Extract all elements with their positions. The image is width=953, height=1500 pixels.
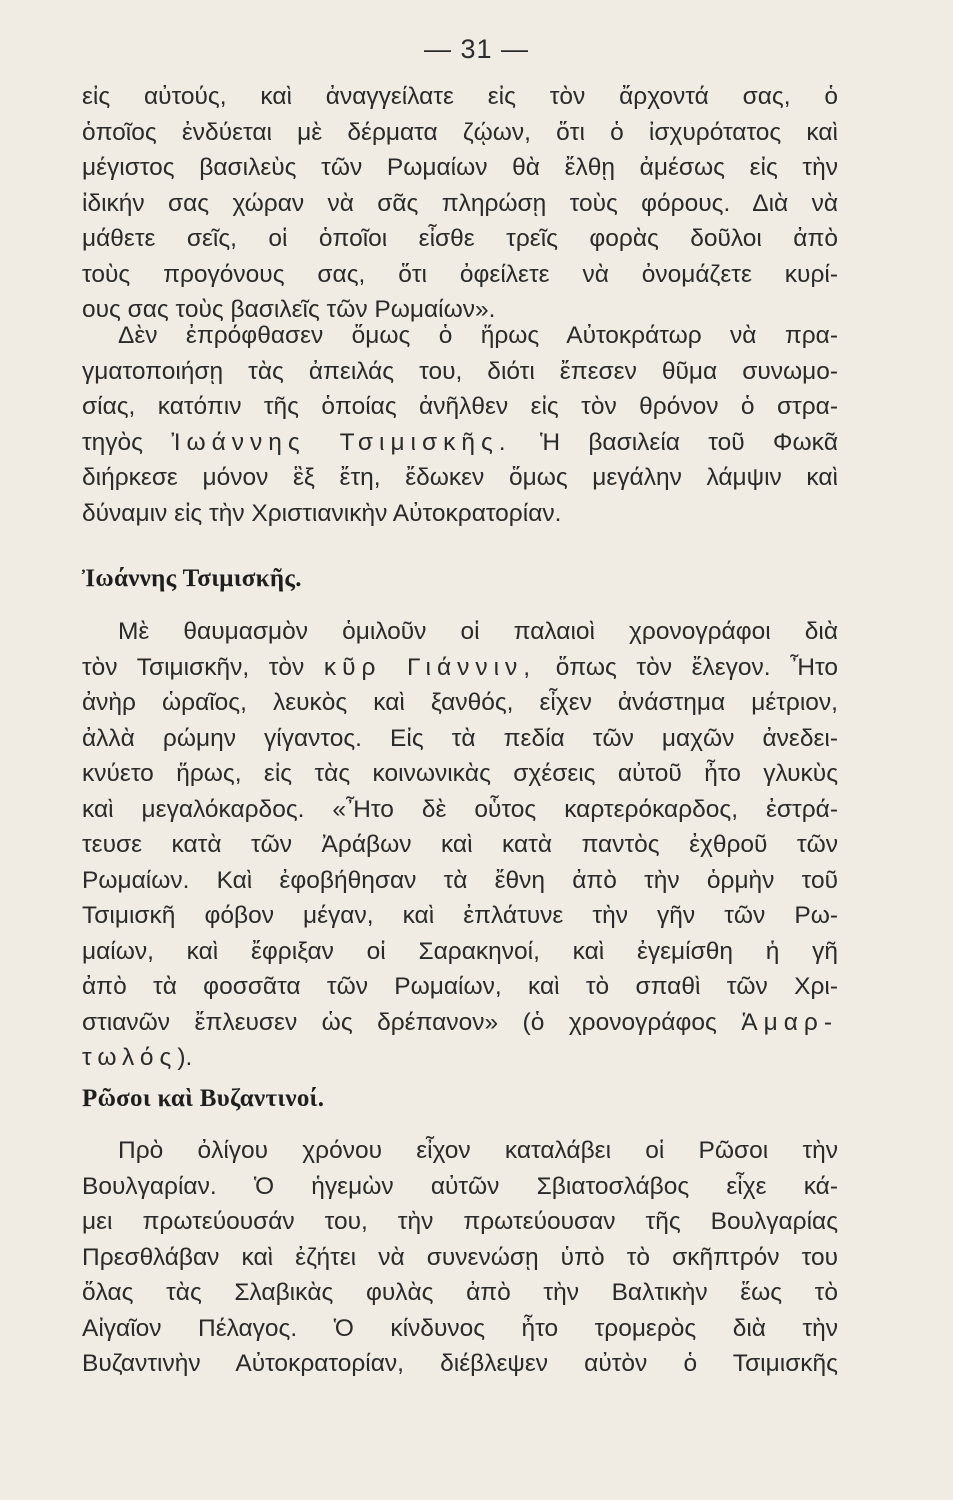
text-line: μέγιστος βασιλεὺς τῶν Ρωμαίων θὰ ἔλθῃ ἀμέσως εἰς τὴν bbox=[82, 154, 838, 181]
text-line: Δὲν ἐπρόφθασεν ὅμως ὁ ἥρως Αὐτοκράτωρ νὰ πρα- bbox=[118, 322, 838, 349]
text-line: δύναμιν εἰς τὴν Χριστιανικὴν Αὐτοκρατορίαν. bbox=[82, 499, 562, 527]
text-line: ἀνὴρ ὡραῖος, λευκὸς καὶ ξανθός, εἶχεν ἀνάστημα μέτριον, bbox=[82, 689, 838, 716]
spaced-name: κῦρ Γιάννιν, bbox=[323, 653, 537, 681]
section-heading: Ἰωάννης Τσιμισκῆς. bbox=[82, 565, 302, 592]
text-fragment: Ἡ βασιλεία τοῦ Φωκᾶ bbox=[539, 428, 838, 456]
text-line: τευσε κατὰ τῶν Ἀράβων καὶ κατὰ παντὸς ἐχθροῦ τῶν bbox=[82, 831, 838, 858]
text-fragment: τὸν Τσιμισκῆν, τὸν bbox=[82, 653, 305, 681]
text-line: Αἰγαῖον Πέλαγος. Ὁ κίνδυνος ἦτο τρομερὸς διὰ τὴν bbox=[82, 1314, 838, 1342]
text-line: Ρωμαίων. Καὶ ἐφοβήθησαν τὰ ἔθνη ἀπὸ τὴν ὁρμὴν τοῦ bbox=[82, 866, 838, 894]
paragraph-russians bbox=[82, 1133, 838, 1382]
spaced-name: Ἰωάννης Τσιμισκῆς. bbox=[171, 428, 512, 456]
text-line: ὅλας τὰς Σλαβικὰς φυλὰς ἀπὸ τὴν Βαλτικὴν ἕως τὸ bbox=[82, 1279, 838, 1306]
paragraph-tsimiskes bbox=[82, 614, 838, 1076]
text-line bbox=[82, 1040, 838, 1076]
text-line: Πρὸ ὀλίγου χρόνου εἶχον καταλάβει οἱ Ρῶσοι τὴν bbox=[118, 1137, 838, 1164]
paragraph-continuation bbox=[82, 79, 838, 328]
text-line: Πρεσθλάβαν καὶ ἐζήτει νὰ συνενώσῃ ὑπὸ τὸ σκῆπτρόν του bbox=[82, 1243, 838, 1271]
text-line: σίας, κατόπιν τῆς ὁποίας ἀνῆλθεν εἰς τὸν θρόνον ὁ στρα- bbox=[82, 393, 838, 420]
text-line: γματοποιήσῃ τὰς ἀπειλάς του, διότι ἔπεσεν θῦμα συνωμο- bbox=[82, 357, 838, 385]
text-line: Βυζαντινὴν Αὐτοκρατορίαν, διέβλεψεν αὐτὸν ὁ Τσιμισκῆς bbox=[82, 1350, 838, 1377]
spaced-name: Ἁμαρ- bbox=[741, 1008, 838, 1036]
text-line: ἀπὸ τὰ φοσσᾶτα τῶν Ρωμαίων, καὶ τὸ σπαθὶ τῶν Χρι- bbox=[82, 973, 838, 1000]
text-line: ους σας τοὺς βασιλεῖς τῶν Ρωμαίων». bbox=[82, 296, 496, 323]
text-line: διήρκεσε μόνον ἓξ ἔτη, ἔδωκεν ὅμως μεγάλην λάμψιν καὶ bbox=[82, 464, 838, 491]
text-line: μάθετε σεῖς, οἱ ὁποῖοι εἶσθε τρεῖς φορὰς δοῦλοι ἀπὸ bbox=[82, 225, 838, 252]
paragraph-phokas bbox=[82, 318, 838, 531]
text-line: ἰδικήν σας χώραν νὰ σᾶς πληρώσῃ τοὺς φόρους. Διὰ νὰ bbox=[82, 189, 838, 217]
text-line bbox=[82, 650, 838, 686]
page-number: — 31 — bbox=[423, 34, 530, 64]
text-line: Βουλγαρίαν. Ὁ ἡγεμὼν αὐτῶν Σβιατοσλάβος εἶχε κά- bbox=[82, 1172, 838, 1200]
text-line: μαίων, καὶ ἔφριξαν οἱ Σαρακηνοί, καὶ ἐγεμίσθη ἡ γῆ bbox=[82, 937, 838, 965]
text-line: τοὺς προγόνους σας, ὅτι ὀφείλετε νὰ ὀνομάζετε κυρί- bbox=[82, 260, 838, 288]
text-line: ἀλλὰ ρώμην γίγαντος. Εἰς τὰ πεδία τῶν μαχῶν ἀνεδει- bbox=[82, 724, 838, 752]
text-fragment: ὅπως τὸν ἔλεγον. Ἦτο bbox=[555, 653, 838, 681]
text-line: Τσιμισκῆ φόβον μέγαν, καὶ ἐπλάτυνε τὴν γῆν τῶν Ρω- bbox=[82, 902, 838, 929]
text-line: κνύετο ἥρως, εἰς τὰς κοινωνικὰς σχέσεις αὐτοῦ ἦτο γλυκὺς bbox=[82, 760, 838, 787]
text-fragment: ). bbox=[177, 1044, 193, 1071]
spaced-name: τωλός bbox=[82, 1044, 178, 1071]
text-line: εἰς αὐτούς, καὶ ἀναγγείλατε εἰς τὸν ἄρχοντά σας, ὁ bbox=[82, 83, 838, 110]
text-line: Μὲ θαυμασμὸν ὁμιλοῦν οἱ παλαιοὶ χρονογράφοι διὰ bbox=[118, 618, 838, 645]
text-line bbox=[82, 425, 838, 461]
text-line bbox=[82, 1005, 838, 1041]
text-fragment: τηγὸς bbox=[82, 428, 143, 456]
text-fragment: στιανῶν ἔπλευσεν ὡς δρέπανον» (ὁ χρονογράφος bbox=[82, 1008, 717, 1036]
text-line: ὁποῖος ἐνδύεται μὲ δέρματα ζῴων, ὅτι ὁ ἰσχυρότατος καὶ bbox=[82, 118, 838, 146]
text-line: καὶ μεγαλόκαρδος. «Ἦτο δὲ οὗτος καρτερόκαρδος, ἐστρά- bbox=[82, 795, 838, 823]
section-heading: Ρῶσοι καὶ Βυζαντινοί. bbox=[82, 1085, 325, 1112]
text-line: μει πρωτεύουσάν του, τὴν πρωτεύουσαν τῆς Βουλγαρίας bbox=[82, 1208, 838, 1235]
